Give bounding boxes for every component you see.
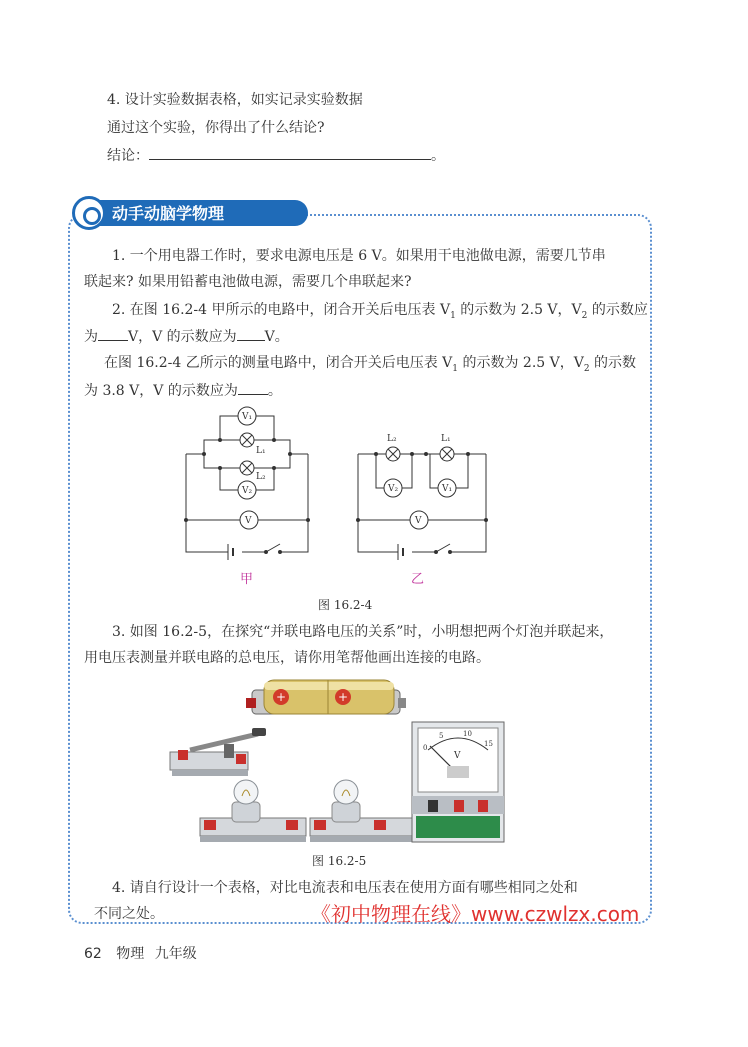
meter-v1-label: V₁: [242, 412, 253, 422]
lamp-l2-label-yi: L₂: [387, 434, 397, 444]
lamp-l1-label: L₁: [256, 446, 266, 456]
figure-caption-16-2-5: 图 16.2-5: [312, 854, 367, 868]
meter-v2-label-yi: V₂: [388, 484, 399, 494]
step-4-text: 4. 设计实验数据表格，如实记录实验数据: [107, 92, 363, 108]
q2-text-h: 的示数为 2.5 V，V: [458, 355, 584, 371]
voltmeter: [412, 722, 504, 842]
q2-text-i: 的示数: [589, 355, 637, 371]
footer-grade: 九年级: [154, 946, 197, 962]
conclusion-blank: [149, 145, 431, 160]
q2-sub4: 2: [583, 363, 590, 374]
scale-10: 10: [463, 730, 472, 738]
q3-line2: 用电压表测量并联电路的总电压，请你用笔帮他画出连接的电路。: [84, 650, 490, 666]
q2-blank1: [98, 326, 128, 341]
q2-text-g: 在图 16.2-4 乙所示的测量电路中，闭合开关后电压表 V: [104, 355, 453, 371]
q2-text-b: 的示数为 2.5 V，V: [455, 302, 582, 318]
battery-holder: [246, 680, 406, 714]
q2-text-k: 。: [267, 383, 282, 399]
page-number: 62: [84, 946, 102, 962]
circuit-jia: [185, 407, 310, 560]
apparatus-figure-16-2-5: [160, 670, 520, 850]
question-text: 通过这个实验，你得出了什么结论?: [107, 120, 325, 136]
q2-text-a: 2. 在图 16.2-4 甲所示的电路中，闭合开关后电压表 V: [112, 302, 451, 318]
q4-line2: 不同之处。: [94, 906, 164, 922]
label-jia: 甲: [240, 572, 254, 587]
figure-caption-16-2-4: 图 16.2-4: [318, 598, 373, 612]
site-watermark: 《初中物理在线》www.czwlzx.com: [311, 902, 640, 926]
q2-text-f: V。: [264, 329, 289, 345]
q2-text-j: 为 3.8 V，V 的示数应为: [84, 383, 238, 399]
q2-sub2: 2: [581, 310, 588, 321]
banner-title: 动手动脑学物理: [112, 204, 225, 223]
meter-v1-label-yi: V₁: [442, 484, 453, 494]
label-yi: 乙: [411, 572, 425, 587]
meter-v-label-yi: V: [415, 516, 422, 526]
q2-line4: [84, 380, 282, 401]
q2-sub1: 1: [450, 310, 456, 321]
meter-v2-label: V₂: [242, 486, 253, 496]
q1-line1: 1. 一个用电器工作时，要求电源电压是 6 V。如果用干电池做电源，需要几节串: [112, 248, 606, 264]
page-footer: [84, 944, 197, 964]
lamp-2: [310, 780, 416, 842]
q2-sub3: 1: [452, 363, 459, 374]
q2-line3: [104, 353, 636, 379]
conclusion-label: 结论：: [107, 148, 149, 164]
q3-line1: 3. 如图 16.2-5，在探究“并联电路电压的关系”时，小明想把两个灯泡并联起来，: [112, 624, 614, 640]
q2-text-c: 的示数应: [587, 302, 648, 318]
q2-line1: [112, 300, 648, 326]
meter-v-label: V: [245, 516, 252, 526]
scale-0: 0: [423, 744, 428, 752]
q2-line2: [84, 326, 289, 347]
lamp-l2-label: L₂: [256, 472, 266, 482]
q2-blank3: [238, 380, 268, 395]
scale-5: 5: [439, 732, 444, 740]
lamp-1: [200, 780, 306, 842]
footer-subject: 物理: [116, 946, 145, 962]
circuit-yi: [357, 447, 488, 560]
q2-blank2: [237, 326, 265, 341]
svg-text:+: +: [338, 690, 349, 704]
circuit-figure-16-2-4: [180, 402, 500, 582]
q2-text-e: V，V 的示数应为: [128, 329, 237, 345]
knife-switch: [170, 728, 266, 776]
q4-line1: 4. 请自行设计一个表格，对比电流表和电压表在使用方面有哪些相同之处和: [112, 880, 578, 896]
conclusion-line: [107, 145, 445, 166]
banner-icon: [72, 196, 106, 230]
conclusion-end: 。: [431, 148, 445, 164]
scale-15: 15: [484, 740, 493, 748]
meter-unit: V: [454, 751, 461, 761]
q1-line2: 联起来? 如果用铅蓄电池做电源，需要几个串联起来?: [84, 274, 412, 290]
svg-text:+: +: [276, 690, 287, 704]
q2-text-d: 为: [84, 329, 98, 345]
lamp-l1-label-yi: L₁: [441, 434, 451, 444]
